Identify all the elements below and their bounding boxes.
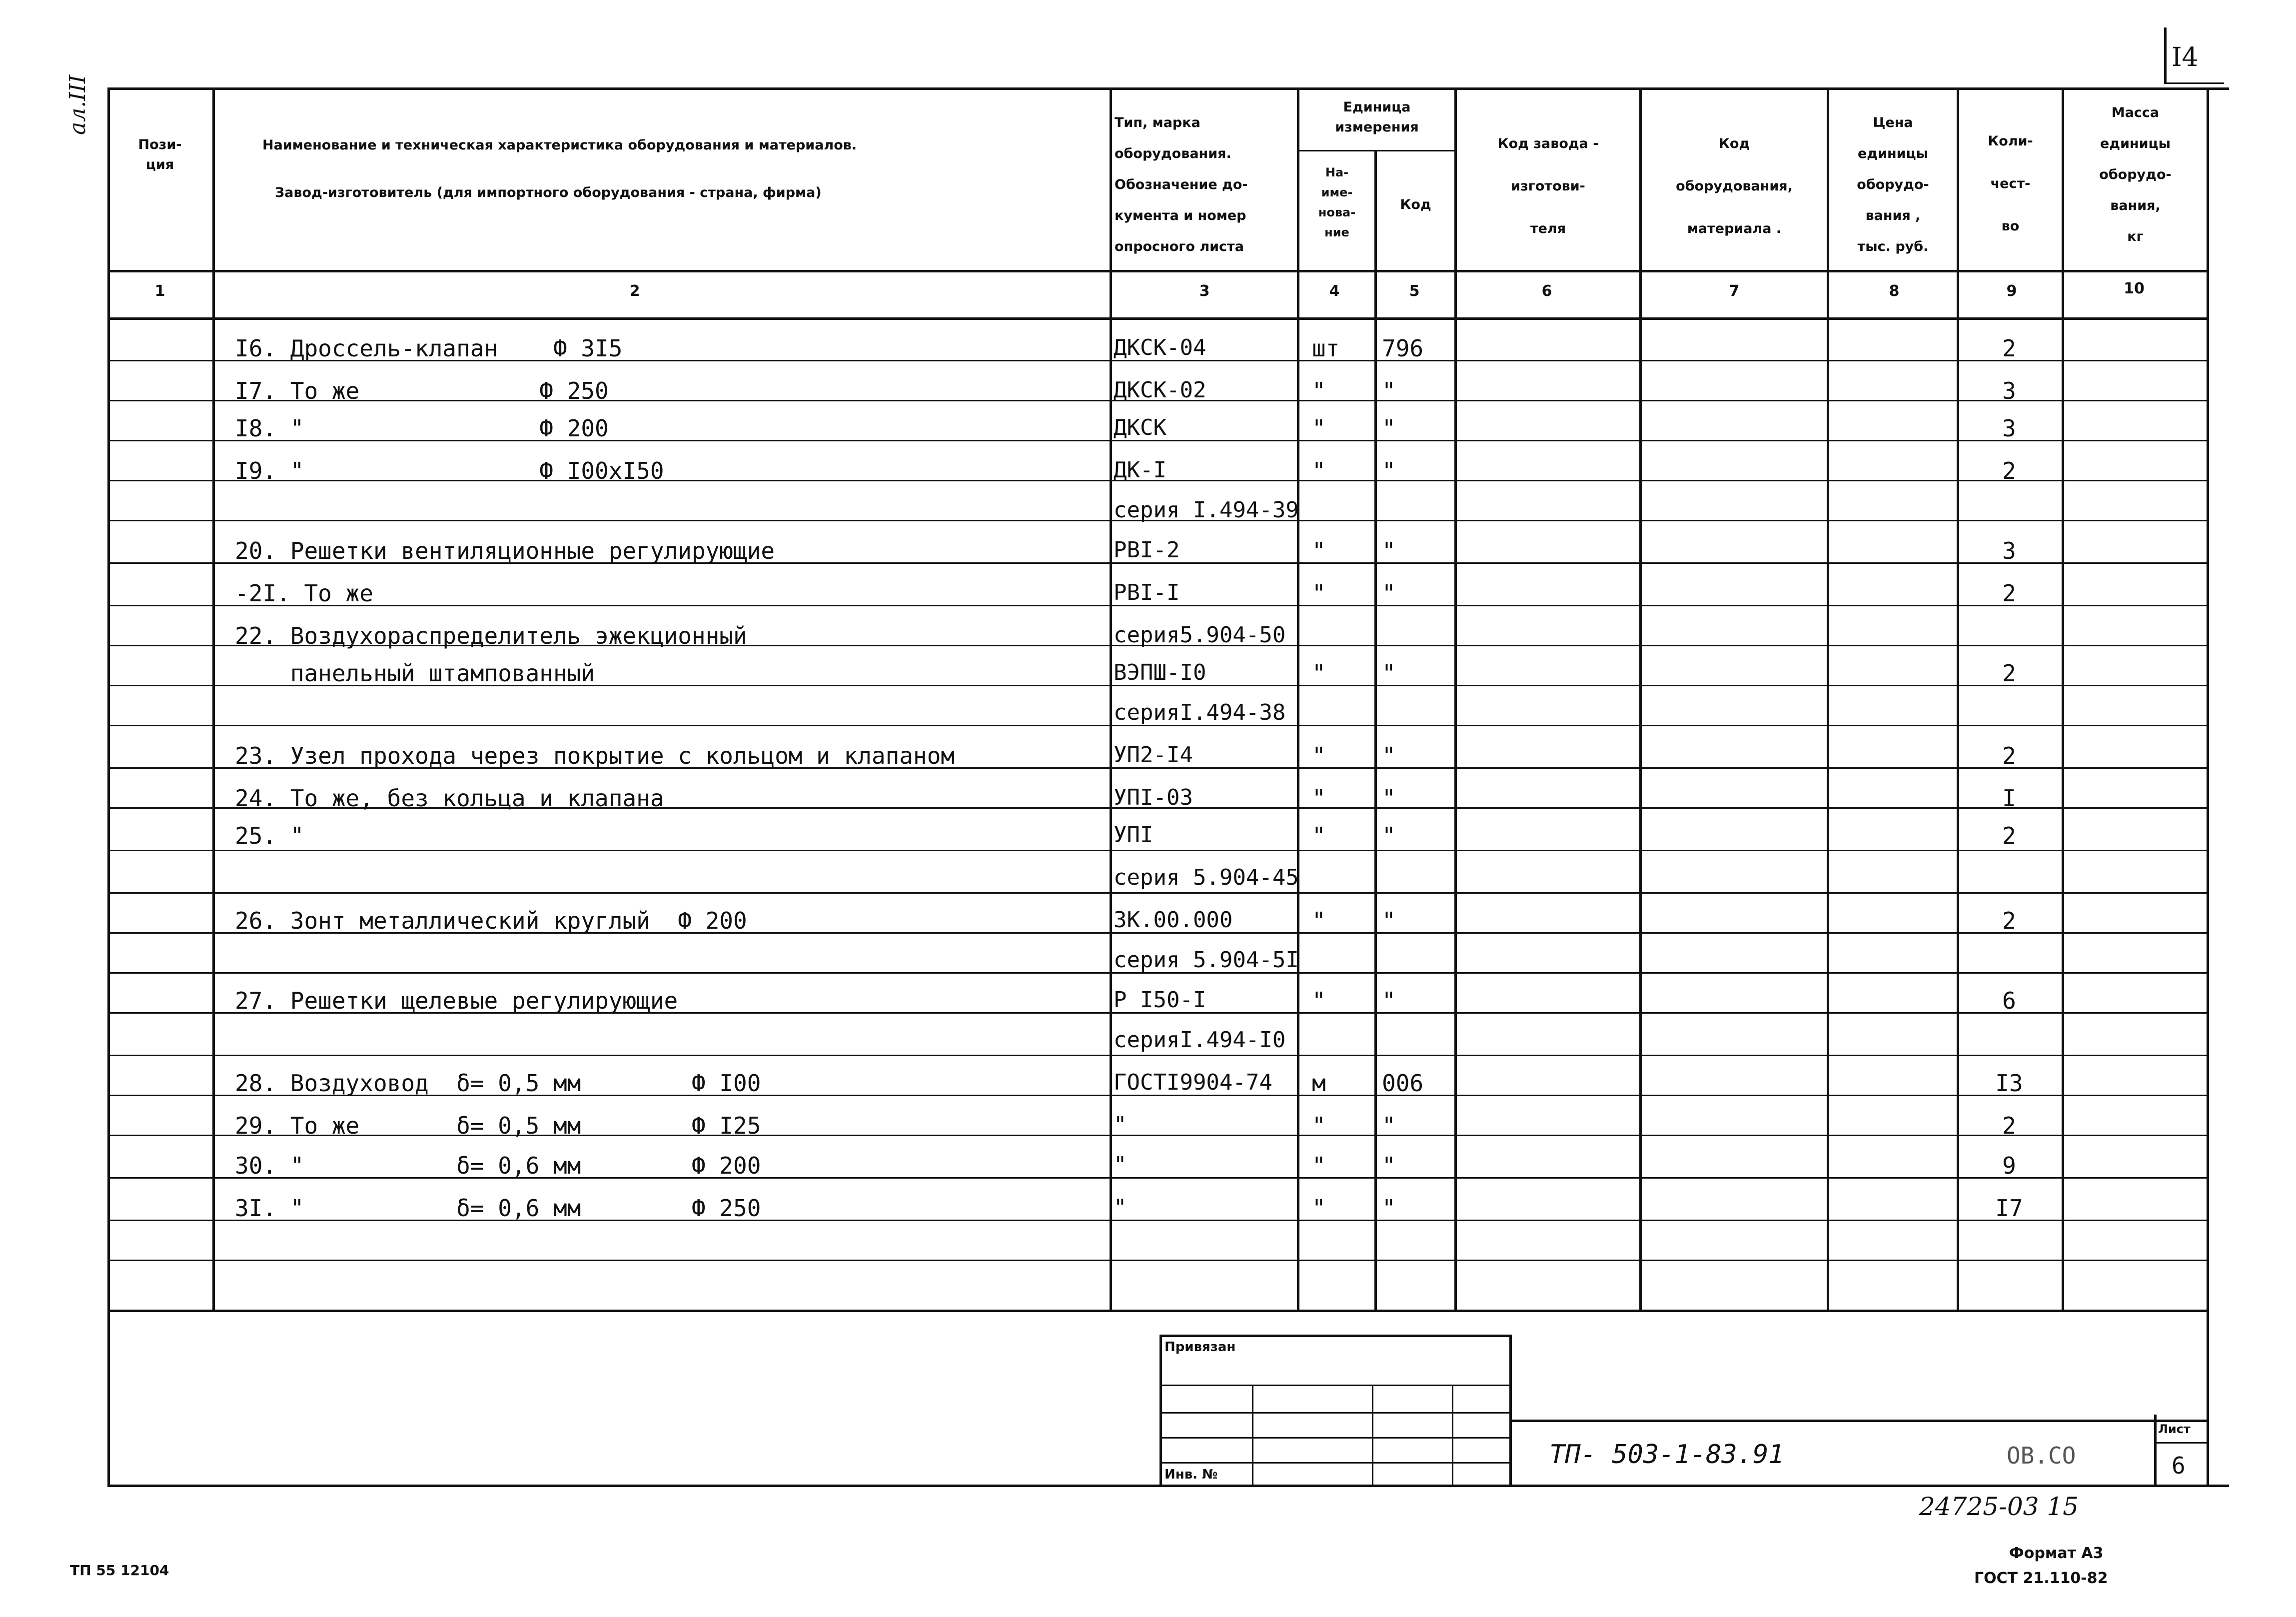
- colnum-3: 3: [1199, 282, 1210, 300]
- row-unit: ": [1312, 822, 1326, 849]
- corner-sheet-number: I4: [2172, 42, 2199, 72]
- row-type: РВI-2: [1114, 537, 1180, 563]
- row-code: ": [1382, 785, 1396, 812]
- row-name: 20. Решетки вентиляционные регулирующие: [235, 537, 775, 564]
- row-unit: ": [1312, 987, 1326, 1014]
- header-price: Цена единицы оборудо- вания , тыс. руб.: [1857, 115, 1929, 254]
- row-type: ": [1114, 1195, 1127, 1220]
- row-quantity: 2: [2002, 457, 2016, 484]
- row-name: I9. " Ф I00xI50: [235, 457, 664, 484]
- row-quantity: 2: [2002, 907, 2016, 934]
- colnum-8: 8: [1889, 282, 1900, 300]
- handwritten-number: 24725-03 15: [1919, 1492, 2079, 1521]
- row-unit: ": [1312, 742, 1326, 769]
- row-code: ": [1382, 822, 1396, 849]
- row-divider: [107, 850, 2207, 851]
- row-type: ДКСК-04: [1114, 335, 1206, 360]
- row-type: серия I.494-39: [1114, 497, 1299, 523]
- col-line-3: [1297, 87, 1299, 1310]
- header-name-line2: Завод-изготовитель (для импортного оборудования - страна, фирма): [275, 185, 822, 200]
- col-line-1: [212, 87, 215, 1310]
- row-name: 27. Решетки щелевые регулирующие: [235, 987, 678, 1014]
- header-type: Тип, марка оборудования. Обозначение до- кумента и номер опросного листа: [1115, 115, 1248, 254]
- row-unit: ": [1312, 1195, 1326, 1222]
- col-line-5: [1454, 87, 1457, 1310]
- colnum-2: 2: [629, 282, 640, 300]
- gost-label: ГОСТ 21.110-82: [1974, 1570, 2108, 1587]
- colnum-9: 9: [2006, 282, 2017, 300]
- row-quantity: 3: [2002, 537, 2016, 564]
- colnum-bottom-line: [107, 317, 2207, 320]
- colnum-10: 10: [2124, 280, 2145, 297]
- row-name: 24. То же, без кольца и клапана: [235, 785, 664, 812]
- row-type: серияI.494-38: [1114, 700, 1286, 725]
- row-unit: ": [1312, 580, 1326, 607]
- col-line-7: [1827, 87, 1829, 1310]
- row-divider: [107, 1260, 2207, 1261]
- row-code: ": [1382, 457, 1396, 484]
- row-code: 006: [1382, 1070, 1424, 1097]
- row-type: ДК-I: [1114, 457, 1166, 483]
- col-line-6: [1639, 87, 1642, 1310]
- row-name: I7. То же Ф 250: [235, 377, 609, 404]
- row-code: ": [1382, 537, 1396, 564]
- stamp-line-4: [1159, 1437, 1509, 1439]
- header-position: Пози- ция: [138, 137, 182, 172]
- row-type: ": [1114, 1152, 1127, 1178]
- colnum-6: 6: [1541, 282, 1552, 300]
- document-code: ТП- 503-1-83.91: [1549, 1440, 1784, 1470]
- row-name: 23. Узел прохода через покрытие с кольцом и клапаном: [235, 742, 955, 769]
- row-name: 29. То же δ= 0,5 мм Ф I25: [235, 1112, 761, 1139]
- row-type: УПI-03: [1114, 785, 1193, 810]
- row-unit: ": [1312, 457, 1326, 484]
- row-code: ": [1382, 580, 1396, 607]
- stamp-vline-3: [1452, 1385, 1453, 1485]
- unit-group-line: [1297, 150, 1454, 151]
- header-unit-group: Единица измерения: [1335, 99, 1419, 135]
- row-name: 25. ": [235, 822, 304, 849]
- row-code: ": [1382, 742, 1396, 769]
- frame-bottom-line: [107, 1485, 2229, 1487]
- row-name: панельный штампованный: [235, 660, 595, 687]
- row-type: ЗК.00.000: [1114, 907, 1233, 933]
- row-unit: ": [1312, 1152, 1326, 1179]
- row-type: Р I50-I: [1114, 987, 1206, 1013]
- row-divider: [107, 892, 2207, 894]
- row-quantity: 2: [2002, 660, 2016, 687]
- header-bottom-line: [107, 270, 2207, 272]
- row-type: УП2-I4: [1114, 742, 1193, 768]
- row-type: серияI.494-I0: [1114, 1027, 1286, 1053]
- col-line-2: [1110, 87, 1112, 1310]
- row-name: I6. Дроссель-клапан Ф 3I5: [235, 335, 623, 362]
- row-quantity: 2: [2002, 1112, 2016, 1139]
- row-unit: шт: [1312, 335, 1340, 362]
- row-code: ": [1382, 1112, 1396, 1139]
- table-end-line: [107, 1310, 2207, 1312]
- row-name: -2I. То же: [235, 580, 373, 607]
- corner-box-bottom-line: [2164, 82, 2224, 84]
- row-quantity: I3: [1995, 1070, 2023, 1097]
- row-unit: ": [1312, 660, 1326, 687]
- row-name: I8. " Ф 200: [235, 415, 609, 442]
- list-number: 6: [2172, 1452, 2186, 1479]
- list-box-line: [2154, 1415, 2157, 1485]
- stamp-right-line: [1509, 1335, 1512, 1485]
- row-quantity: 3: [2002, 377, 2016, 404]
- row-quantity: 9: [2002, 1152, 2016, 1179]
- section-code: ОВ.СО: [2007, 1442, 2076, 1469]
- colnum-7: 7: [1729, 282, 1740, 300]
- row-code: ": [1382, 1195, 1396, 1222]
- frame-right-line: [2207, 87, 2209, 1487]
- header-name-line1: Наименование и техническая характеристика оборудования и материалов.: [262, 137, 857, 153]
- row-unit: ": [1312, 537, 1326, 564]
- colnum-1: 1: [154, 282, 165, 300]
- header-quantity: Коли- чест- во: [1988, 133, 2033, 234]
- stamp-vline-2: [1372, 1385, 1373, 1485]
- row-type: серия5.904-50: [1114, 622, 1286, 648]
- header-equipment-code: Код оборудования, материала .: [1676, 136, 1793, 236]
- row-type: ": [1114, 1112, 1127, 1138]
- row-quantity: I: [2002, 785, 2016, 812]
- row-name: 30. " δ= 0,6 мм Ф 200: [235, 1152, 761, 1179]
- row-divider: [107, 1055, 2207, 1056]
- stamp-line-2: [1159, 1385, 1509, 1386]
- row-type: РВI-I: [1114, 580, 1180, 605]
- list-box-divider: [2154, 1442, 2207, 1444]
- row-type: УПI: [1114, 822, 1153, 848]
- stamp-vline-1: [1252, 1385, 1253, 1485]
- row-code: 796: [1382, 335, 1424, 362]
- row-unit: ": [1312, 415, 1326, 442]
- col-line-8: [1957, 87, 1959, 1310]
- stamp-privyazan-label: Привязан: [1164, 1340, 1236, 1355]
- designation-top-line: [1509, 1420, 2207, 1422]
- format-label: Формат А3: [2009, 1545, 2104, 1562]
- row-type: ДКСК: [1114, 415, 1166, 440]
- row-type: ДКСК-02: [1114, 377, 1206, 403]
- row-code: ": [1382, 415, 1396, 442]
- colnum-4: 4: [1329, 282, 1340, 300]
- row-code: ": [1382, 907, 1396, 934]
- row-quantity: 3: [2002, 415, 2016, 442]
- row-unit: ": [1312, 1112, 1326, 1139]
- row-name: 26. Зонт металлический круглый Ф 200: [235, 907, 747, 934]
- corner-box-left-line: [2164, 27, 2167, 82]
- row-unit: м: [1312, 1070, 1326, 1097]
- header-unit-name: На- име- нова- ние: [1318, 165, 1356, 239]
- row-code: ": [1382, 987, 1396, 1014]
- list-label: Лист: [2158, 1422, 2191, 1436]
- bottom-left-code: ТП 55 12104: [70, 1562, 169, 1579]
- row-quantity: 6: [2002, 987, 2016, 1014]
- col-line-9: [2062, 87, 2064, 1310]
- colnum-5: 5: [1409, 282, 1420, 300]
- row-quantity: 2: [2002, 742, 2016, 769]
- row-type: серия 5.904-45: [1114, 865, 1299, 890]
- row-name: 3I. " δ= 0,6 мм Ф 250: [235, 1195, 761, 1222]
- frame-left-line: [107, 87, 110, 1487]
- header-unit-code: Код: [1400, 197, 1431, 212]
- stamp-top-line: [1159, 1335, 1509, 1337]
- frame-top-line: [107, 87, 2229, 90]
- row-unit: ": [1312, 377, 1326, 404]
- row-unit: ": [1312, 907, 1326, 934]
- stamp-line-5: [1159, 1462, 1509, 1464]
- row-quantity: 2: [2002, 822, 2016, 849]
- row-code: ": [1382, 1152, 1396, 1179]
- header-plant-code: Код завода - изготови- теля: [1497, 136, 1599, 236]
- row-unit: ": [1312, 785, 1326, 812]
- stamp-inv-label: Инв. №: [1164, 1467, 1218, 1482]
- row-code: ": [1382, 660, 1396, 687]
- row-type: ВЭПШ-I0: [1114, 660, 1206, 685]
- row-quantity: 2: [2002, 580, 2016, 607]
- header-mass: Масса единицы оборудо- вания, кг: [2099, 105, 2172, 244]
- row-name: 22. Воздухораспределитель эжекционный: [235, 622, 747, 649]
- stamp-line-3: [1159, 1412, 1509, 1414]
- row-name: 28. Воздуховод δ= 0,5 мм Ф I00: [235, 1070, 761, 1097]
- row-quantity: 2: [2002, 335, 2016, 362]
- row-quantity: I7: [1995, 1195, 2023, 1222]
- row-type: серия 5.904-5I: [1114, 947, 1299, 973]
- row-type: ГОСТI9904-74: [1114, 1070, 1272, 1095]
- margin-note: ал.III: [65, 74, 90, 135]
- row-code: ": [1382, 377, 1396, 404]
